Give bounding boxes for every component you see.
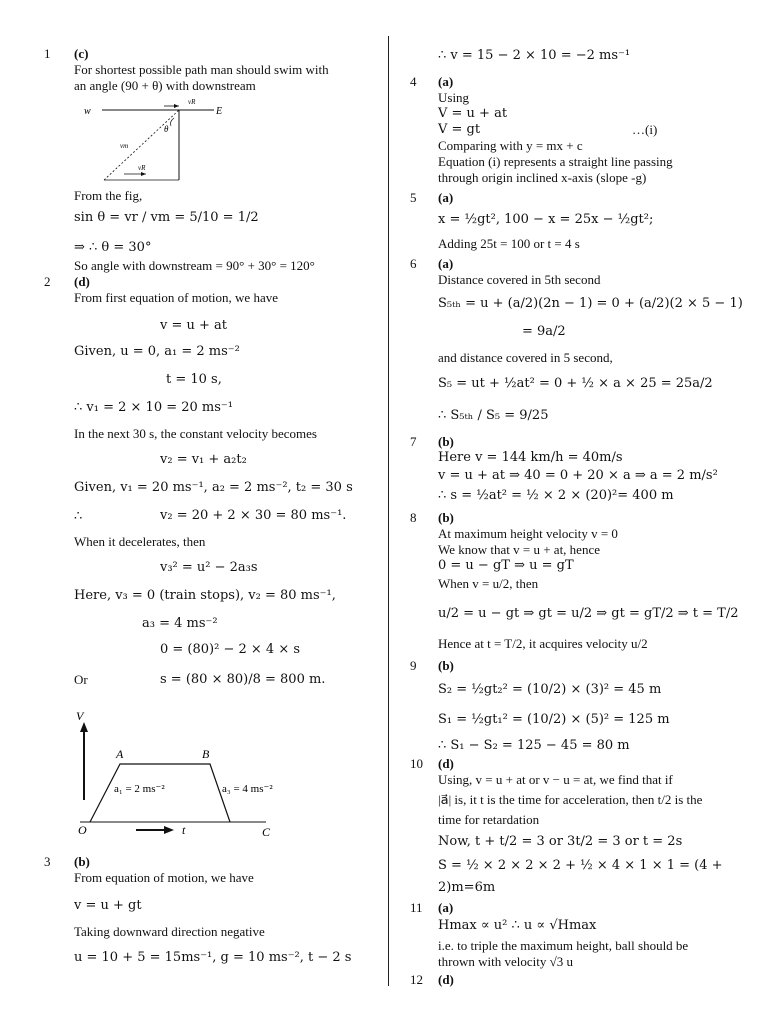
answer-5: (a) <box>438 190 454 205</box>
answer-10: (d) <box>438 756 454 771</box>
label-a3: a₃ = 4 ms⁻² <box>222 783 273 795</box>
question-number-2: 2 <box>44 274 51 289</box>
q4-line: …(i) <box>632 122 658 137</box>
q2-line: Or <box>74 672 88 687</box>
answer-4: (a) <box>438 74 454 89</box>
q1-after: From the fig, <box>74 188 143 203</box>
q6-line: = 9a/2 <box>522 324 566 339</box>
q2-line: Here, v₃ = 0 (train stops), v₂ = 80 ms⁻¹, <box>74 588 336 603</box>
question-number-9: 9 <box>410 658 417 673</box>
answer-12: (d) <box>438 972 454 987</box>
q9-line: S₁ = ½gt₁² = (10/2) × (5)² = 125 m <box>438 712 670 727</box>
answer-1: (c) <box>74 46 89 61</box>
q4-line: V = u + at <box>438 106 508 121</box>
q2-line: 0 = (80)² − 2 × 4 × s <box>160 642 301 657</box>
label-a1: a₁ = 2 ms⁻² <box>114 783 165 795</box>
q1-after: ⇒ ∴ θ = 30° <box>74 240 152 255</box>
q8-line: 0 = u − gT ⇒ u = gT <box>438 558 574 573</box>
q3-continuation: ∴ v = 15 − 2 × 10 = −2 ms⁻¹ <box>438 48 631 63</box>
q2-line: v₃² = u² − 2a₃s <box>160 560 258 575</box>
question-number-6: 6 <box>410 256 417 271</box>
q4-line: Using <box>438 90 470 105</box>
q1-line: For shortest possible path man should swim with <box>74 62 329 77</box>
q10-line: Using, v = u + at or v − u = at, we find that if <box>438 772 673 787</box>
q10-line: time for retardation <box>438 812 540 827</box>
q3-line: From equation of motion, we have <box>74 870 254 885</box>
q8-line: u/2 = u − gt ⇒ gt = u/2 ⇒ gt = gT/2 ⇒ t = T/2 <box>438 606 739 621</box>
q10-line: 2)m=6m <box>438 880 496 895</box>
q2-line: From first equation of motion, we have <box>74 290 278 305</box>
answer-2: (d) <box>74 274 90 289</box>
q1-line: an angle (90 + θ) with downstream <box>74 78 256 93</box>
label-theta: θ <box>164 124 169 134</box>
answer-8: (b) <box>438 510 454 525</box>
q8-line: At maximum height velocity v = 0 <box>438 526 618 541</box>
label-e: E <box>216 106 223 117</box>
axis-label-v: V <box>76 709 84 723</box>
q4-line: Equation (i) represents a straight line passing <box>438 154 673 169</box>
axis-label-t: t <box>182 823 186 837</box>
q6-line: ∴ S₅ₜₕ / S₅ = 9/25 <box>438 408 549 423</box>
q3-line: u = 10 + 5 = 15ms⁻¹, g = 10 ms⁻², t − 2 s <box>74 950 352 965</box>
q6-line: Distance covered in 5th second <box>438 272 601 287</box>
q9-line: ∴ S₁ − S₂ = 125 − 45 = 80 m <box>438 738 630 753</box>
q6-line: S₅ₜₕ = u + (a/2)(2n − 1) = 0 + (a/2)(2 × 5 − 1) <box>438 296 743 311</box>
q2-line: s = (80 × 80)/8 = 800 m. <box>160 672 326 687</box>
q2-line: When it decelerates, then <box>74 534 206 549</box>
q10-line: S = ½ × 2 × 2 × 2 + ½ × 4 × 1 × 1 = (4 + <box>438 858 723 873</box>
q4-line: through origin inclined x-axis (slope -g) <box>438 170 647 185</box>
river-swim-diagram <box>74 96 224 184</box>
question-number-11: 11 <box>410 900 423 915</box>
q3-line: v = u + gt <box>74 898 142 913</box>
question-number-7: 7 <box>410 434 417 449</box>
answer-6: (a) <box>438 256 454 271</box>
q11-line: Hmax ∝ u² ∴ u ∝ √Hmax <box>438 918 597 933</box>
q3-line: Taking downward direction negative <box>74 924 265 939</box>
question-number-12: 12 <box>410 972 423 987</box>
q9-line: S₂ = ½gt₂² = (10/2) × (3)² = 45 m <box>438 682 662 697</box>
q1-after: sin θ = vr / vm = 5/10 = 1/2 <box>74 210 259 225</box>
q8-line: When v = u/2, then <box>438 576 539 591</box>
q7-line: Here v = 144 km/h = 40m/s <box>438 450 623 465</box>
q2-line: Given, v₁ = 20 ms⁻¹, a₂ = 2 ms⁻², t₂ = 30 s <box>74 480 353 495</box>
point-label-a: A <box>116 747 124 761</box>
q2-line: v = u + at <box>160 318 228 333</box>
question-number-8: 8 <box>410 510 417 525</box>
q10-line: |a⃗| is, it t is the time for acceleration, then t/2 is the <box>438 792 703 807</box>
column-divider <box>388 36 389 986</box>
answer-11: (a) <box>438 900 454 915</box>
q5-line: x = ½gt², 100 − x = 25x − ½gt²; <box>438 212 654 227</box>
question-number-5: 5 <box>410 190 417 205</box>
q2-line: Given, u = 0, a₁ = 2 ms⁻² <box>74 344 240 359</box>
velocity-time-graph <box>70 700 290 842</box>
question-number-3: 3 <box>44 854 51 869</box>
q2-line: ∴ <box>74 508 83 523</box>
answer-9: (b) <box>438 658 454 673</box>
q10-line: Now, t + t/2 = 3 or 3t/2 = 3 or t = 2s <box>438 834 683 849</box>
answer-7: (b) <box>438 434 454 449</box>
q8-line: Hence at t = T/2, it acquires velocity u/2 <box>438 636 648 651</box>
q7-line: v = u + at ⇒ 40 = 0 + 20 × a ⇒ a = 2 m/s² <box>438 468 718 483</box>
question-number-4: 4 <box>410 74 417 89</box>
q2-line: In the next 30 s, the constant velocity becomes <box>74 426 317 441</box>
q11-line: i.e. to triple the maximum height, ball should be <box>438 938 689 953</box>
q2-line: v₂ = 20 + 2 × 30 = 80 ms⁻¹. <box>160 508 347 523</box>
q11-line: thrown with velocity √3 u <box>438 954 573 969</box>
point-label-o: O <box>78 823 87 837</box>
q4-line: V = gt <box>438 122 481 137</box>
q2-line: ∴ v₁ = 2 × 10 = 20 ms⁻¹ <box>74 400 233 415</box>
q2-line: t = 10 s, <box>166 372 222 387</box>
q5-line: Adding 25t = 100 or t = 4 s <box>438 236 580 251</box>
label-vm: vm <box>120 142 129 150</box>
q6-line: and distance covered in 5 second, <box>438 350 613 365</box>
label-w: w <box>84 106 91 117</box>
q4-line: Comparing with y = mx + c <box>438 138 583 153</box>
q7-line: ∴ s = ½at² = ½ × 2 × (20)²= 400 m <box>438 488 674 503</box>
answer-3: (b) <box>74 854 90 869</box>
q1-after: So angle with downstream = 90° + 30° = 120° <box>74 258 315 273</box>
question-number-10: 10 <box>410 756 423 771</box>
q8-line: We know that v = u + at, hence <box>438 542 600 557</box>
question-number-1: 1 <box>44 46 51 61</box>
point-label-c: C <box>262 825 271 839</box>
q2-line: v₂ = v₁ + a₂t₂ <box>160 452 247 467</box>
label-vr-bottom: vR <box>138 164 146 172</box>
q2-line: a₃ = 4 ms⁻² <box>142 616 218 631</box>
point-label-b: B <box>202 747 210 761</box>
label-vr-top: vR <box>188 98 196 106</box>
q6-line: S₅ = ut + ½at² = 0 + ½ × a × 25 = 25a/2 <box>438 376 713 391</box>
